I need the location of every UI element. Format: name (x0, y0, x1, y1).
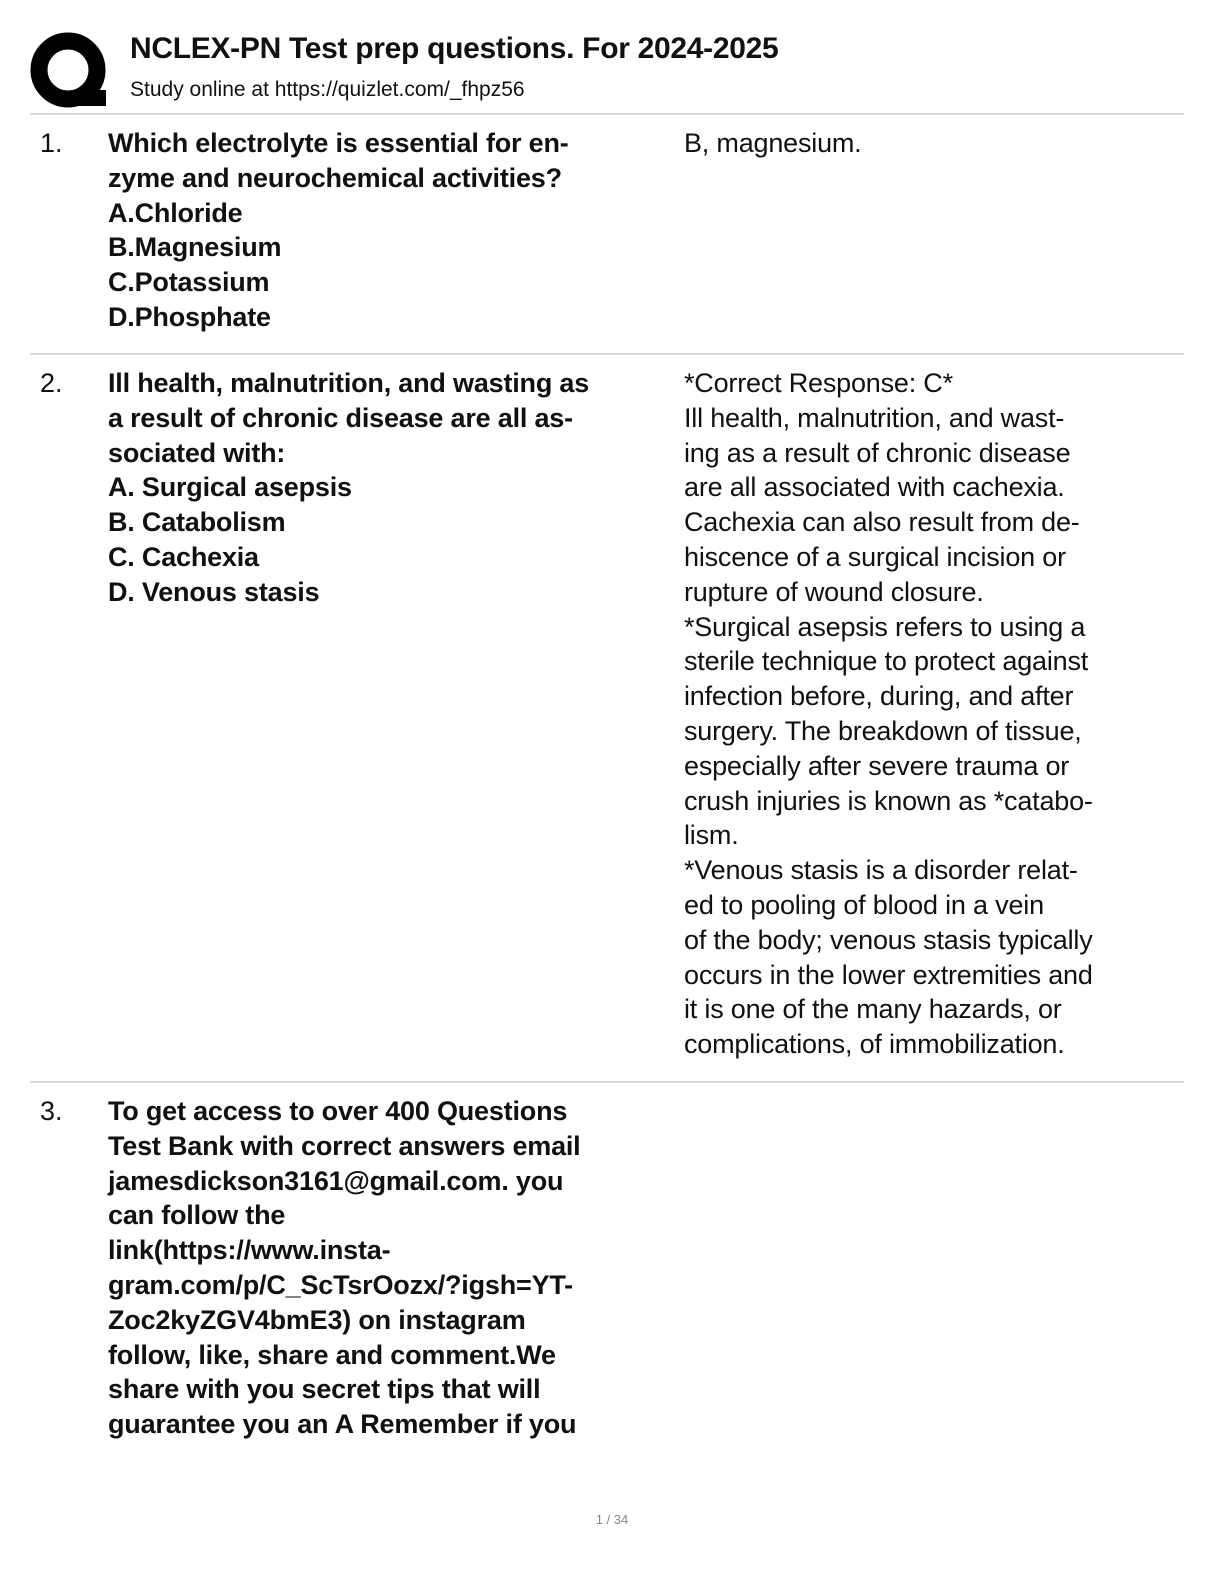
question-text (108, 1094, 678, 1442)
document-header (30, 28, 1190, 112)
question-line: A.Chloride (108, 197, 243, 228)
document-title: NCLEX-PN Test prep questions. For 2024-2025 (130, 32, 779, 65)
answer-line: especially after severe trauma or (684, 750, 1070, 781)
question-line: B.Magnesium (108, 232, 282, 263)
divider (30, 353, 1184, 355)
question-line: Ill health, malnutrition, and wasting as (108, 368, 590, 398)
answer-line: ing as a result of chronic disease (684, 437, 1071, 468)
answer-line: are all associated with cachexia. (684, 472, 1065, 503)
question-line: a result of chronic disease are all as- (108, 402, 573, 433)
answer-line: of the body; venous stasis typically (684, 924, 1093, 955)
answer-line: Cachexia can also result from de- (684, 507, 1080, 538)
question-text (108, 366, 678, 610)
answer-line: surgery. The breakdown of tissue, (684, 715, 1082, 746)
question-line: jamesdickson3161@gmail.com. you (108, 1165, 564, 1196)
question-line: D. Venous stasis (108, 576, 320, 607)
answer-text (684, 366, 1184, 1062)
answer-line: infection before, during, and after (684, 681, 1074, 712)
answer-text (684, 126, 1184, 161)
question-line: D.Phosphate (108, 301, 271, 332)
quizlet-logo-icon (30, 32, 106, 108)
answer-line: *Correct Response: C* (684, 368, 953, 398)
answer-line: B, magnesium. (684, 128, 862, 158)
question-line: zyme and neurochemical activities? (108, 162, 562, 193)
answer-line: lism. (684, 820, 739, 851)
question-line: share with you secret tips that will (108, 1374, 541, 1405)
question-number: 1. (40, 128, 63, 158)
divider (30, 113, 1184, 115)
question-number: 2. (40, 368, 63, 398)
question-line: follow, like, share and comment.We (108, 1339, 556, 1370)
answer-line: it is one of the many hazards, or (684, 994, 1062, 1025)
question-line: can follow the (108, 1200, 286, 1231)
question-line: guarantee you an A Remember if you (108, 1409, 577, 1440)
question-line: sociated with: (108, 437, 286, 468)
answer-line: ed to pooling of blood in a vein (684, 889, 1044, 920)
answer-line: hiscence of a surgical incision or (684, 541, 1066, 572)
divider (30, 1081, 1184, 1083)
answer-line: *Venous stasis is a disorder relat- (684, 855, 1078, 886)
question-line: Test Bank with correct answers email (108, 1130, 581, 1161)
question-line: C. Cachexia (108, 541, 259, 572)
answer-line: sterile technique to protect against (684, 646, 1089, 677)
question-number: 3. (40, 1096, 63, 1126)
answer-line: Ill health, malnutrition, and wast- (684, 402, 1065, 433)
question-line: link(https://www.insta- (108, 1235, 391, 1266)
question-line: A. Surgical asepsis (108, 472, 352, 503)
question-line: C.Potassium (108, 267, 270, 298)
question-line: B. Catabolism (108, 507, 286, 538)
question-text (108, 126, 678, 335)
answer-line: complications, of immobilization. (684, 1029, 1065, 1060)
answer-line: occurs in the lower extremities and (684, 959, 1093, 990)
answer-line: crush injuries is known as *catabo- (684, 785, 1093, 816)
answer-line: *Surgical asepsis refers to using a (684, 611, 1086, 642)
answer-line: rupture of wound closure. (684, 576, 984, 607)
question-line: To get access to over 400 Questions (108, 1096, 568, 1126)
question-line: Which electrolyte is essential for en- (108, 128, 569, 158)
page-indicator: 1 / 34 (595, 1512, 629, 1527)
question-line: Zoc2kyZGV4bmE3) on instagram (108, 1304, 526, 1335)
document-subtitle: Study online at https://quizlet.com/_fhpz56 (130, 78, 525, 101)
question-line: gram.com/p/C_ScTsrOozx/?igsh=YT- (108, 1269, 573, 1300)
